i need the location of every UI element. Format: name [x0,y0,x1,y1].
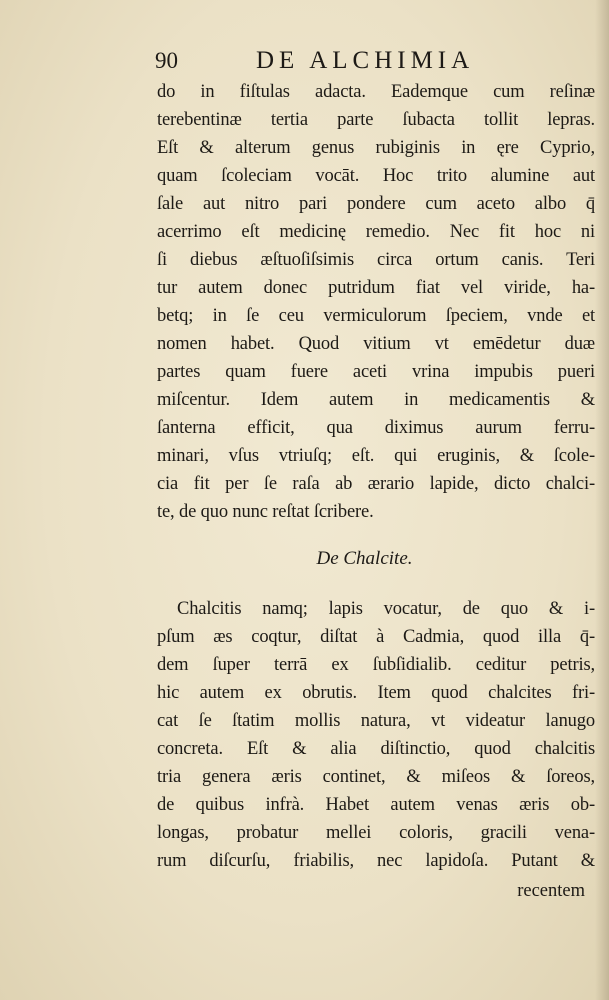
text-line: cat ſe ſtatim mollis natura, vt videatur lanugo [157,711,595,731]
page-header [155,44,595,78]
section-title-text: De Chalcite. [316,548,413,569]
page-number: 90 [155,48,178,73]
text-line: hic autem ex obrutis. Item quod chalcites fri- [157,683,595,703]
text-line: betq; in ſe ceu vermiculorum ſpeciem, vnde et [157,306,595,326]
text-line: dem ſuper terrā ex ſubſidialib. ceditur petris, [157,655,595,675]
text-line: pſum æs coqtur, diſtat à Cadmia, quod illa q̄- [157,627,595,647]
text-line: partes quam fuere aceti vrina impubis pueri [157,362,595,382]
text-line: quam ſcoleciam vocāt. Hoc trito alumine aut [157,166,595,186]
text-line: ſale aut nitro pari pondere cum aceto albo q̄ [157,194,595,214]
text-line: acerrimo eſt medicinę remedio. Nec fit hoc ni [157,222,595,242]
text-line: Eſt & alterum genus rubiginis in ęre Cyprio, [157,138,595,158]
text-line: ſanterna efficit, qua diximus aurum ferru- [157,418,595,438]
text-line: te, de quo nunc reſtat ſcribere. [157,502,374,522]
text-line: tria genera æris continet, & miſeos & ſoreos, [157,767,595,787]
text-line: miſcentur. Idem autem in medicamentis & [157,390,595,410]
text-line: Chalcitis namq; lapis vocatur, de quo & i- [177,599,595,619]
text-line: nomen habet. Quod vitium vt emēdetur duæ [157,334,595,354]
catchword: recentem [517,881,585,901]
text-line: minari, vſus vtriuſq; eſt. qui eruginis, & ſcole- [157,446,595,466]
text-line: tur autem donec putridum fiat vel viride, ha- [157,278,595,298]
text-line: do in fiſtulas adacta. Eademque cum reſinæ [157,82,595,102]
running-title: DE ALCHIMIA [256,47,475,74]
text-line: concreta. Eſt & alia diſtinctio, quod chalcitis [157,739,595,759]
text-line: rum diſcurſu, friabilis, nec lapidoſa. Putant & [157,851,595,871]
paragraph-1 [157,78,595,526]
text-line: ſi diebus æſtuoſiſsimis circa ortum canis. Teri [157,250,595,270]
text-line: cia fit per ſe raſa ab ærario lapide, dicto chalci- [157,474,595,494]
section-title [0,545,609,573]
paragraph-2 [157,595,595,875]
page-edge-shadow [595,0,609,1000]
text-line: terebentinæ tertia parte ſubacta tollit lepras. [157,110,595,130]
text-line: de quibus infrà. Habet autem venas æris ob- [157,795,595,815]
text-line: longas, probatur mellei coloris, gracili vena- [157,823,595,843]
